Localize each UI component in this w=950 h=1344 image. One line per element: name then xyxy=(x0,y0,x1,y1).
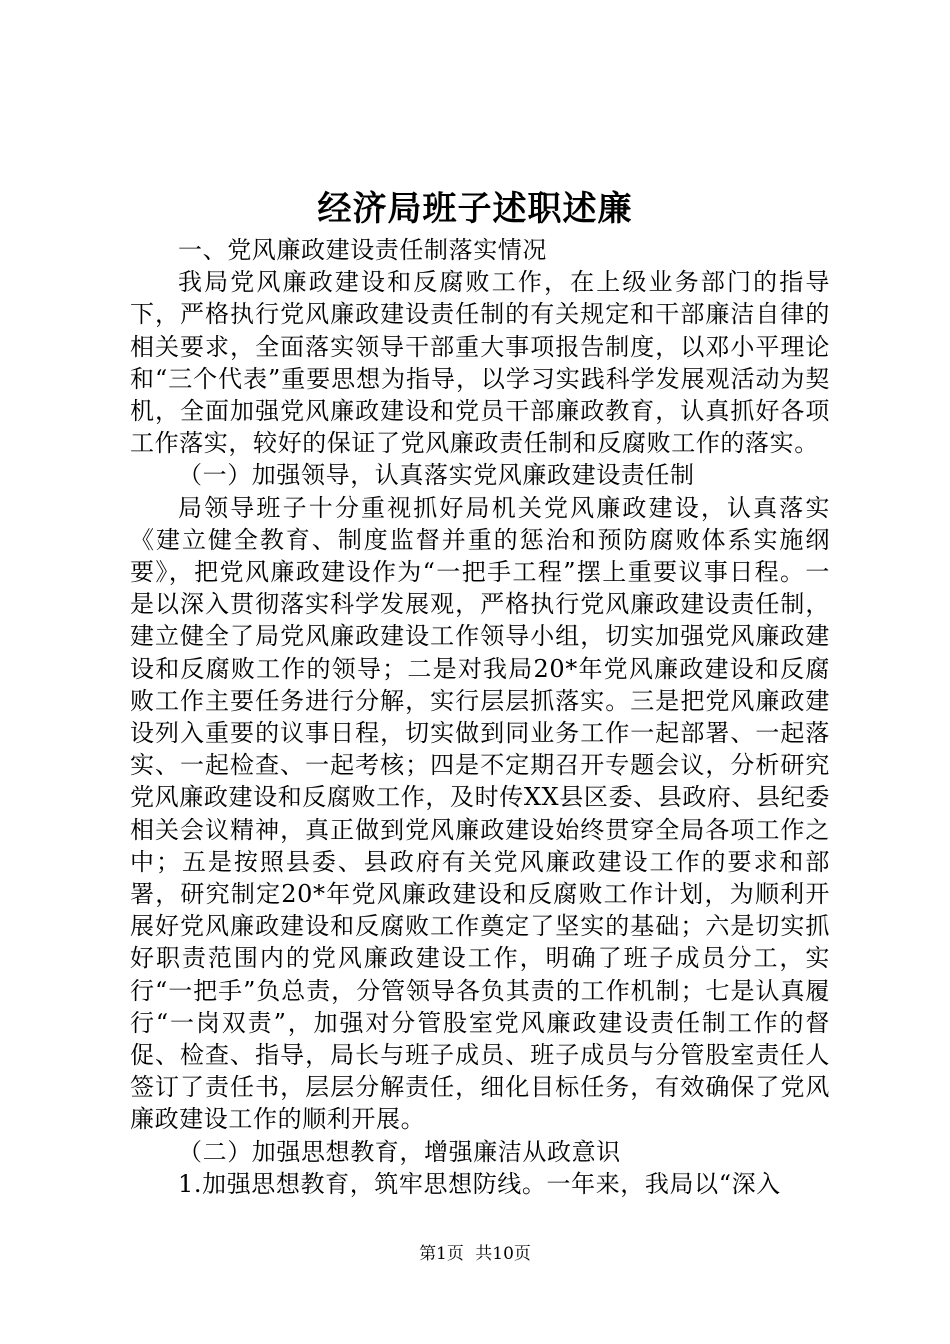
subsection-heading: （一）加强领导，认真落实党风廉政建设责任制 xyxy=(178,461,695,490)
paragraph: 局领导班子十分重视抓好局机关党风廉政建设，认真落实《建立健全教育、制度监督并重的惩治和预防腐败体系实施纲要》，把党风廉政建设作为“一把手工程”摆上重要议事日程。一是以深入贯彻落实科学发展观，严格执行党风廉政建设责任制，建立健全了局党风廉政建设工作领导小组，切实加强党风廉政建设和反腐败工作的领导；二是对我局20*年党风廉政建设和反腐败工作主要任务进行分解，实行层层抓落实。三是把党风廉政建设列入重要的议事日程，切实做到同业务工作一起部署、一起落实、一起检查、一起考核；四是不定期召开专题会议，分析研究党风廉政建设和反腐败工作，及时传XX县区委、县政府、县纪委相关会议精神，真正做到党风廉政建设始终贯穿全局各项工作之中；五是按照县委、县政府有关党风廉政建设工作的要求和部署，研究制定20*年党风廉政建设和反腐败工作计划，为顺利开展好党风廉政建设和反腐败工作奠定了坚实的基础；六是切实抓好职责范围内的党风廉政建设工作，明确了班子成员分工，实行“一把手”负总责，分管领导各负其责的工作机制；七是认真履行“一岗双责”，加强对分管股室党风廉政建设责任制工作的督促、检查、指导，局长与班子成员、班子成员与分管股室责任人签订了责任书，层层分解责任，细化目标任务，有效确保了党风廉政建设工作的顺利开展。 xyxy=(130,493,830,1134)
paragraph: 我局党风廉政建设和反腐败工作，在上级业务部门的指导下，严格执行党风廉政建设责任制的有关规定和干部廉洁自律的相关要求，全面落实领导干部重大事项报告制度，以邓小平理论和“三个代表”重要思想为指导，以学习实践科学发展观活动为契机，全面加强党风廉政建设和党员干部廉政教育，认真抓好各项工作落实，较好的保证了党风廉政责任制和反腐败工作的落实。 xyxy=(130,268,830,458)
document-title: 经济局班子述职述廉 xyxy=(317,189,633,229)
page-total: 共10页 xyxy=(475,1244,531,1264)
page-number: 第1页 xyxy=(419,1244,464,1264)
section-heading: 一、党风廉政建设责任制落实情况 xyxy=(178,236,547,264)
subsection-heading: （二）加强思想教育，增强廉洁从政意识 xyxy=(178,1137,621,1166)
paragraph: 1.加强思想教育，筑牢思想防线。一年来，我局以“深入 xyxy=(178,1169,781,1198)
document-body xyxy=(130,234,830,1200)
page-footer xyxy=(0,1242,950,1266)
